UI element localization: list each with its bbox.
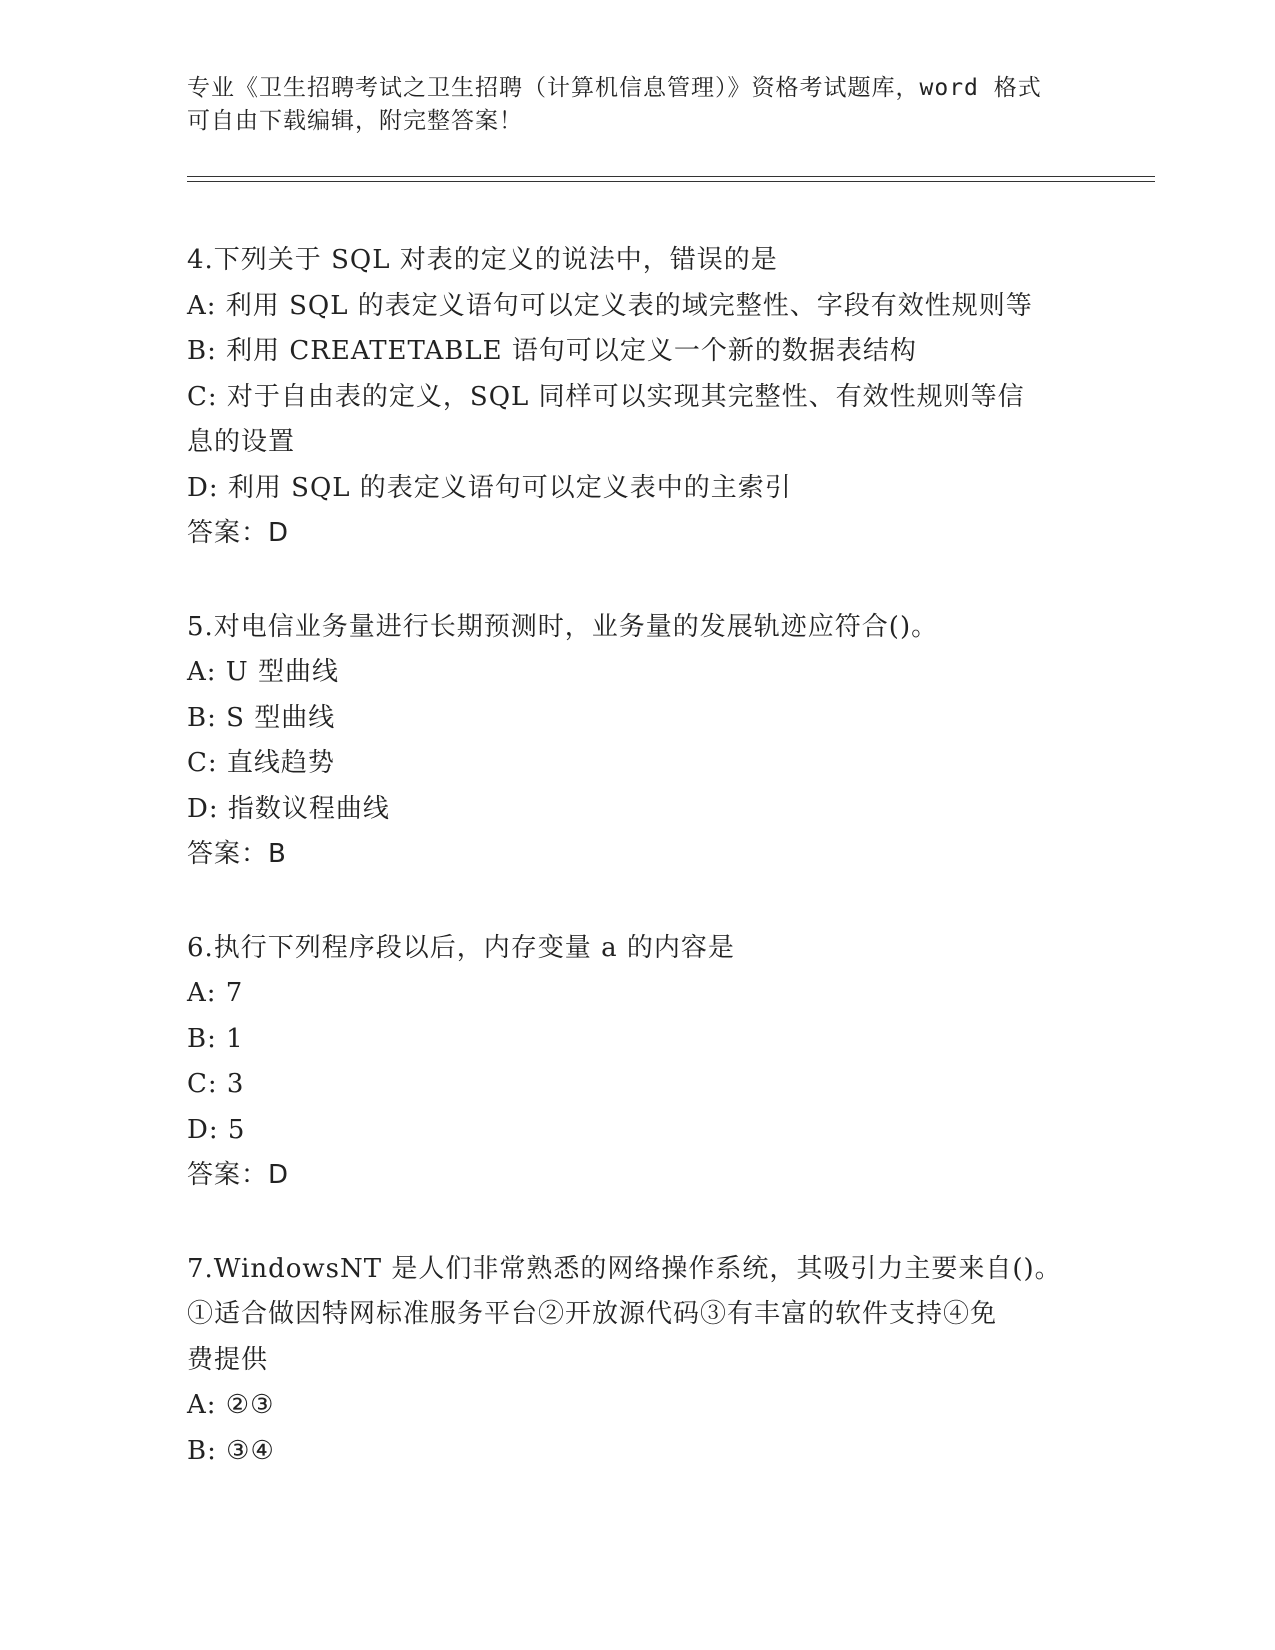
- question-block: [187, 238, 1087, 557]
- answer-key: 答案：B: [187, 839, 287, 869]
- answer-option: A: ②③: [187, 1390, 275, 1420]
- question-stem: 4.下列关于 SQL 对表的定义的说法中，错误的是: [187, 245, 778, 275]
- question-stem: 5.对电信业务量进行长期预测时，业务量的发展轨迹应符合()。: [187, 611, 939, 642]
- question-stem: ①适合做因特网标准服务平台②开放源代码③有丰富的软件支持④免: [187, 1299, 998, 1329]
- answer-option: C: 3: [187, 1069, 245, 1099]
- answer-option: D: 5: [187, 1114, 246, 1145]
- question-block: [187, 1247, 1087, 1475]
- answer-option: A: 7: [187, 978, 244, 1008]
- question-stem: 6.执行下列程序段以后，内存变量 a 的内容是: [187, 932, 735, 963]
- answer-option: C: 直线趋势: [187, 748, 335, 778]
- answer-option: 息的设置: [187, 427, 296, 457]
- answer-option: C: 对于自由表的定义，SQL 同样可以实现其完整性、有效性规则等信: [187, 381, 1025, 412]
- answer-option: D: 利用 SQL 的表定义语句可以定义表中的主索引: [187, 472, 792, 503]
- header-line-2: 可自由下载编辑，附完整答案！: [187, 108, 523, 134]
- answer-option: D: 指数议程曲线: [187, 793, 390, 824]
- question-block: [187, 605, 1087, 878]
- question-block: [187, 926, 1087, 1199]
- answer-option: A: U 型曲线: [187, 657, 339, 687]
- answer-key: 答案：D: [187, 518, 290, 548]
- header-divider-bottom: [187, 181, 1155, 182]
- question-stem: 费提供: [187, 1344, 269, 1375]
- answer-option: B: ③④: [187, 1435, 275, 1466]
- answer-option: A: 利用 SQL 的表定义语句可以定义表的域完整性、字段有效性规则等: [187, 290, 1033, 321]
- question-stem: 7.WindowsNT 是人们非常熟悉的网络操作系统，其吸引力主要来自()。: [187, 1253, 1062, 1284]
- answer-key: 答案：D: [187, 1160, 290, 1190]
- answer-option: B: 利用 CREATETABLE 语句可以定义一个新的数据表结构: [187, 336, 917, 366]
- header-divider-top: [187, 176, 1155, 177]
- header-line-1: 专业《卫生招聘考试之卫生招聘（计算机信息管理）》资格考试题库，word 格式: [187, 75, 1042, 101]
- answer-option: B: S 型曲线: [187, 702, 336, 733]
- document-header: [187, 72, 1087, 138]
- answer-option: B: 1: [187, 1023, 244, 1054]
- question-list: [187, 238, 1087, 1522]
